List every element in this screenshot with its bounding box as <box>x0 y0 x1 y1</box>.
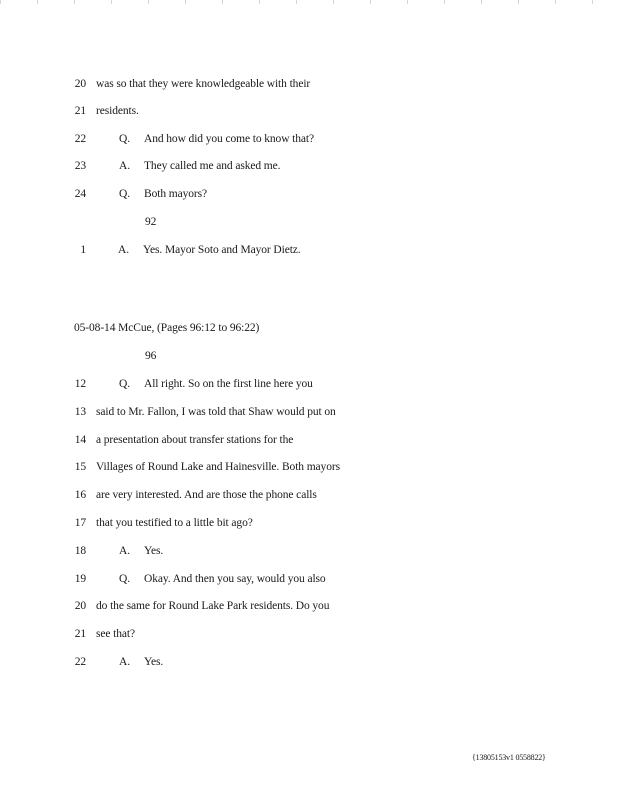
testimony-text: residents. <box>96 105 139 117</box>
transcript-line <box>0 158 619 174</box>
speaker-label: Q. <box>119 133 130 145</box>
transcript-line <box>0 515 619 531</box>
speaker-label: A. <box>119 160 130 172</box>
line-number: 14 <box>74 434 86 446</box>
transcript-line <box>0 598 619 614</box>
testimony-text: All right. So on the first line here you <box>144 378 313 390</box>
line-number: 17 <box>74 517 86 529</box>
testimony-text: a presentation about transfer stations for the <box>96 434 294 446</box>
transcript-line <box>0 543 619 559</box>
line-number: 16 <box>74 489 86 501</box>
speaker-label: A. <box>119 656 130 668</box>
speaker-label: A. <box>119 545 130 557</box>
transcript-line <box>0 459 619 475</box>
testimony-text: Yes. <box>144 656 164 668</box>
line-number: 24 <box>74 188 86 200</box>
scan-artifact-strip <box>0 0 619 4</box>
line-number: 15 <box>74 461 86 473</box>
line-number: 23 <box>74 160 86 172</box>
testimony-text: They called me and asked me. <box>144 160 281 172</box>
transcript-line <box>0 76 619 92</box>
transcript-line <box>0 571 619 587</box>
line-number: 19 <box>74 573 86 585</box>
document-id-footer: {13805153v1 0558822} <box>472 753 546 762</box>
transcript-line <box>0 487 619 503</box>
transcript-page-number: 96 <box>145 350 157 362</box>
testimony-text: Yes. Mayor Soto and Mayor Dietz. <box>143 244 301 256</box>
transcript-line <box>0 186 619 202</box>
testimony-text: And how did you come to know that? <box>144 133 315 145</box>
excerpt-heading: 05-08-14 McCue, (Pages 96:12 to 96:22) <box>74 322 260 334</box>
line-number: 21 <box>74 105 86 117</box>
speaker-label: Q. <box>119 378 130 390</box>
speaker-label: Q. <box>119 573 130 585</box>
testimony-text: Villages of Round Lake and Hainesville. Both mayors <box>96 461 340 473</box>
line-number: 21 <box>74 628 86 640</box>
line-number: 13 <box>74 406 86 418</box>
line-number: 22 <box>74 133 86 145</box>
testimony-text: are very interested. And are those the phone calls <box>96 489 317 501</box>
testimony-text: see that? <box>96 628 136 640</box>
transcript-page-number: 92 <box>145 216 157 228</box>
testimony-text: Both mayors? <box>144 188 207 200</box>
speaker-label: Q. <box>119 188 130 200</box>
testimony-text: that you testified to a little bit ago? <box>96 517 253 529</box>
testimony-text: said to Mr. Fallon, I was told that Shaw would put on <box>96 406 336 418</box>
line-number: 20 <box>74 600 86 612</box>
line-number: 12 <box>74 378 86 390</box>
line-number: 22 <box>74 656 86 668</box>
transcript-line <box>0 654 619 670</box>
transcript-line <box>0 242 619 258</box>
speaker-label: A. <box>118 244 129 256</box>
line-number: 18 <box>74 545 86 557</box>
transcript-line <box>0 404 619 420</box>
transcript-line <box>0 432 619 448</box>
testimony-text: Okay. And then you say, would you also <box>144 573 326 585</box>
testimony-text: do the same for Round Lake Park residents. Do you <box>96 600 330 612</box>
transcript-line <box>0 376 619 392</box>
testimony-text: was so that they were knowledgeable with their <box>96 78 311 90</box>
transcript-line <box>0 131 619 147</box>
testimony-text: Yes. <box>144 545 164 557</box>
transcript-line <box>0 626 619 642</box>
line-number: 1 <box>80 244 86 256</box>
line-number: 20 <box>74 78 86 90</box>
transcript-line <box>0 103 619 119</box>
